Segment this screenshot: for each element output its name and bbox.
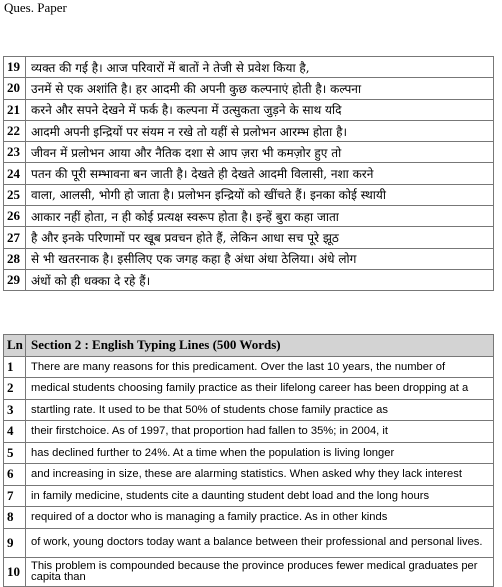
line-text: है और इनके परिणामों पर खूब प्रवचन होते हैं, लेकिन आधा सच पूरे झूठ [26, 227, 494, 248]
line-number: 20 [4, 78, 26, 99]
line-number: 26 [4, 206, 26, 227]
line-text: and increasing in size, these are alarming statistics. When asked why they lack interest [26, 464, 494, 486]
line-text: करने और सपने देखने में फर्क है। कल्पना में उत्सुकता जुड़ने के साथ यदि [26, 99, 494, 120]
english-line-row [4, 378, 494, 400]
section-title: Section 2 : English Typing Lines (500 Words) [26, 335, 494, 357]
english-line-row [4, 507, 494, 529]
hindi-line-row [4, 184, 494, 205]
line-number: 4 [4, 421, 26, 443]
line-number: 28 [4, 248, 26, 269]
english-line-row [4, 464, 494, 486]
line-number: 22 [4, 120, 26, 141]
hindi-line-row [4, 78, 494, 99]
english-line-row [4, 399, 494, 421]
line-text: This problem is compounded because the province produces fewer medical graduates per capita than [26, 557, 494, 586]
line-number: 25 [4, 184, 26, 205]
english-lines-table [3, 334, 494, 587]
line-number: 27 [4, 227, 26, 248]
hindi-lines-body [4, 57, 494, 291]
line-number: 10 [4, 557, 26, 586]
hindi-line-row [4, 248, 494, 269]
hindi-line-row [4, 227, 494, 248]
line-text: their firstchoice. As of 1997, that proportion had fallen to 35%; in 2004, it [26, 421, 494, 443]
english-lines-body [4, 356, 494, 586]
english-table-header-row [4, 335, 494, 357]
english-line-row [4, 356, 494, 378]
line-number: 6 [4, 464, 26, 486]
line-text: in family medicine, students cite a daunting student debt load and the long hours [26, 485, 494, 507]
line-text: से भी खतरनाक है। इसीलिए एक जगह कहा है अंधा अंधा ठेलिया। अंधे लोग [26, 248, 494, 269]
hindi-line-row [4, 99, 494, 120]
line-number: 5 [4, 442, 26, 464]
line-number: 21 [4, 99, 26, 120]
page-title: Ques. Paper [4, 0, 67, 15]
english-line-row [4, 485, 494, 507]
line-text: of work, young doctors today want a balance between their professional and personal lives. [26, 528, 494, 557]
line-number: 7 [4, 485, 26, 507]
line-text: उनमें से एक अशांति है। हर आदमी की अपनी कुछ कल्पनाएं होती है। कल्पना [26, 78, 494, 99]
line-number: 2 [4, 378, 26, 400]
line-number: 19 [4, 57, 26, 78]
line-number: 1 [4, 356, 26, 378]
line-number: 3 [4, 399, 26, 421]
line-number: 9 [4, 528, 26, 557]
hindi-line-row [4, 269, 494, 290]
line-text: There are many reasons for this predicament. Over the last 10 years, the number of [26, 356, 494, 378]
line-text: medical students choosing family practice as their lifelong career has been dropping at a [26, 378, 494, 400]
line-number: 23 [4, 142, 26, 163]
line-text: व्यक्त की गई है। आज परिवारों में बातों ने तेजी से प्रवेश किया है, [26, 57, 494, 78]
english-line-row [4, 421, 494, 443]
line-number: 24 [4, 163, 26, 184]
line-text: required of a doctor who is managing a family practice. As in other kinds [26, 507, 494, 529]
hindi-line-row [4, 120, 494, 141]
hindi-line-row [4, 142, 494, 163]
line-text: has declined further to 24%. At a time when the population is living longer [26, 442, 494, 464]
hindi-lines-table [3, 56, 494, 291]
column-header-ln: Ln [4, 335, 26, 357]
line-number: 8 [4, 507, 26, 529]
line-text: आकार नहीं होता, न ही कोई प्रत्यक्ष स्वरूप होता है। इन्हें बुरा कहा जाता [26, 206, 494, 227]
hindi-line-row [4, 163, 494, 184]
hindi-line-row [4, 57, 494, 78]
line-number: 29 [4, 269, 26, 290]
line-text: पतन की पूरी सम्भावना बन जाती है। देखते ही देखते आदमी विलासी, नशा करने [26, 163, 494, 184]
english-line-row [4, 442, 494, 464]
hindi-line-row [4, 206, 494, 227]
line-text: अंधों को ही धक्का दे रहे हैं। [26, 269, 494, 290]
english-line-row [4, 528, 494, 557]
line-text: वाला, आलसी, भोगी हो जाता है। प्रलोभन इन्द्रियों को खींचते हैं। इनका कोई स्थायी [26, 184, 494, 205]
line-text: startling rate. It used to be that 50% of students chose family practice as [26, 399, 494, 421]
line-text: आदमी अपनी इन्द्रियों पर संयम न रखे तो यहीं से प्रलोभन आरम्भ होता है। [26, 120, 494, 141]
english-line-row [4, 557, 494, 586]
line-text: जीवन में प्रलोभन आया और नैतिक दशा से आप ज़रा भी कमज़ोर हुए तो [26, 142, 494, 163]
